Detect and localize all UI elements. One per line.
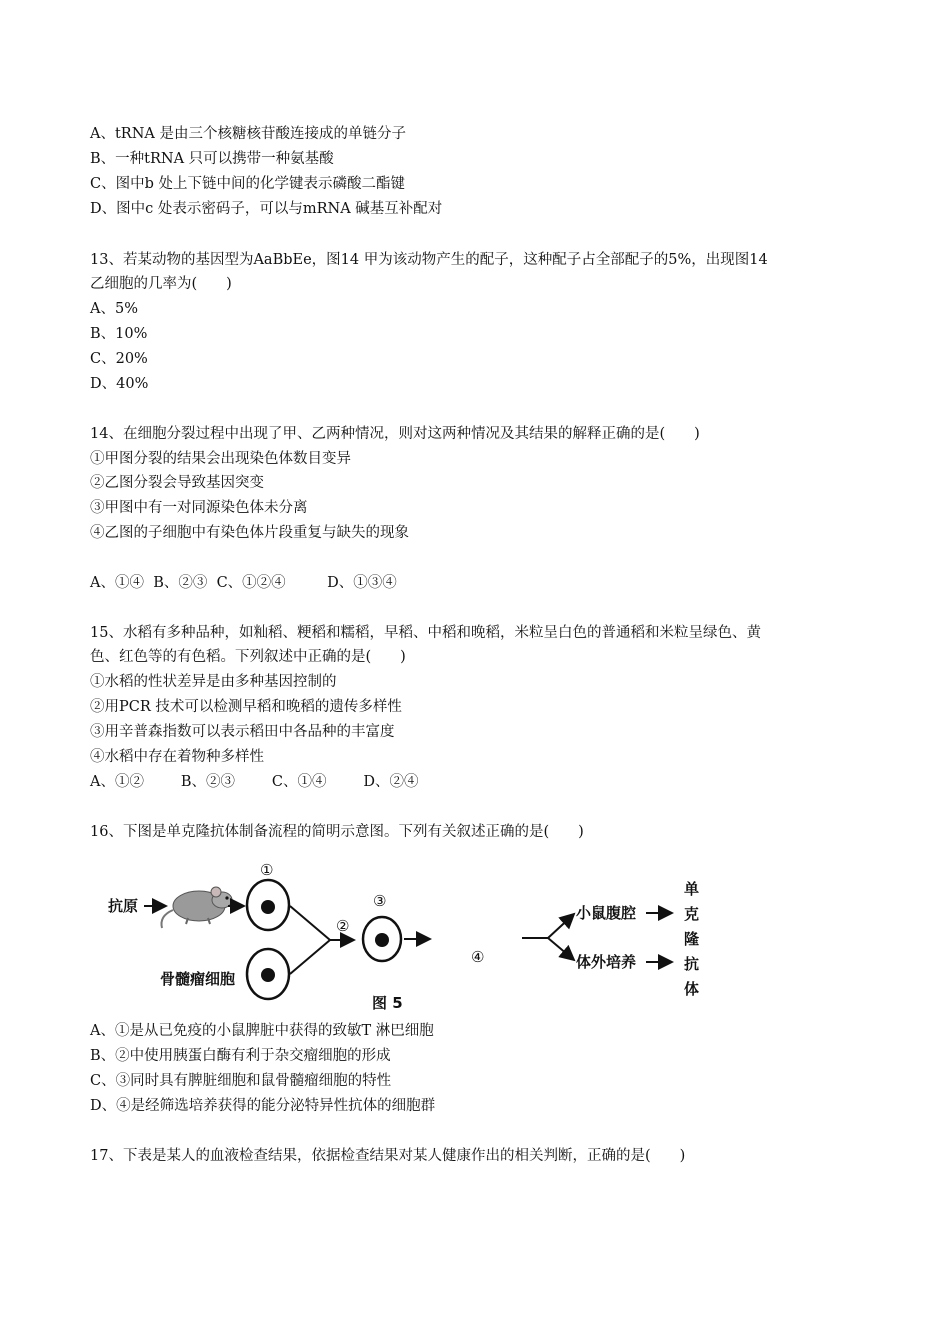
figure-caption: 图 5 bbox=[372, 994, 403, 1012]
mouse-icon bbox=[161, 887, 232, 928]
q13-option-c: C、20% bbox=[90, 351, 148, 367]
q14-options: A、①④ B、②③ C、①②④ D、①③④ bbox=[90, 575, 397, 591]
result-char-5: 体 bbox=[684, 980, 700, 998]
q12-option-b: B、一种tRNA 只可以携带一种氨基酸 bbox=[90, 151, 334, 167]
result-char-3: 隆 bbox=[684, 930, 700, 948]
branch-arrow-down bbox=[548, 938, 574, 960]
spleen-cell-nucleus bbox=[261, 900, 275, 914]
q15-statement-3: ③用辛普森指数可以表示稻田中各品种的丰富度 bbox=[90, 724, 395, 740]
q15-options: A、①② B、②③ C、①④ D、②④ bbox=[90, 774, 419, 790]
q15-stem-line-2: 色、红色等的有色稻。下列叙述中正确的是( ) bbox=[90, 649, 406, 665]
q16-option-d: D、④是经筛选培养获得的能分泌特异性抗体的细胞群 bbox=[90, 1098, 436, 1114]
q15-statement-2: ②用PCR 技术可以检测早稻和晚稻的遗传多样性 bbox=[90, 699, 402, 715]
hybridoma-cell-nucleus bbox=[375, 933, 389, 947]
q13-stem-line-2: 乙细胞的几率为( ) bbox=[90, 276, 232, 292]
result-char-1: 单 bbox=[684, 880, 700, 898]
q13-stem-line-1: 13、若某动物的基因型为AaBbEe，图14 甲为该动物产生的配子，这种配子占全部配子的5%，出现图14 bbox=[90, 252, 768, 268]
q12-option-d: D、图中c 处表示密码子，可以与mRNA 碱基互补配对 bbox=[90, 201, 443, 217]
q17-stem: 17、下表是某人的血液检查结果，依据检查结果对某人健康作出的相关判断，正确的是( ) bbox=[90, 1148, 686, 1164]
q14-statement-3: ③甲图中有一对同源染色体未分离 bbox=[90, 500, 308, 516]
result-char-4: 抗 bbox=[684, 955, 700, 973]
fusion-line-top bbox=[290, 906, 330, 940]
result-char-2: 克 bbox=[684, 905, 700, 923]
q12-option-a: A、tRNA 是由三个核糖核苷酸连接成的单链分子 bbox=[90, 126, 406, 142]
in-vitro-label: 体外培养 bbox=[576, 953, 637, 971]
q13-option-b: B、10% bbox=[90, 326, 148, 342]
q12-option-c: C、图中b 处上下链中间的化学键表示磷酸二酯键 bbox=[90, 176, 405, 192]
mark-3: ③ bbox=[373, 892, 387, 910]
mark-1: ① bbox=[260, 861, 274, 879]
q13-option-d: D、40% bbox=[90, 376, 149, 392]
q15-stem-line-1: 15、水稻有多种品种，如籼稻、粳稻和糯稻，早稻、中稻和晚稻，米粒呈白色的普通稻和米粒呈绿色、黄 bbox=[90, 625, 761, 641]
mark-2: ② bbox=[336, 917, 350, 935]
q15-statement-1: ①水稻的性状差异是由多种基因控制的 bbox=[90, 674, 337, 690]
q13-option-a: A、5% bbox=[90, 301, 138, 317]
fusion-line-bottom bbox=[290, 940, 330, 974]
q14-statement-1: ①甲图分裂的结果会出现染色体数目变异 bbox=[90, 451, 351, 467]
q16-option-b: B、②中使用胰蛋白酶有利于杂交瘤细胞的形成 bbox=[90, 1048, 391, 1064]
antigen-label: 抗原 bbox=[108, 897, 139, 915]
mouse-cavity-label: 小鼠腹腔 bbox=[576, 904, 637, 922]
q14-stem: 14、在细胞分裂过程中出现了甲、乙两种情况，则对这两种情况及其结果的解释正确的是( ) bbox=[90, 426, 700, 442]
q16-option-c: C、③同时具有脾脏细胞和鼠骨髓瘤细胞的特性 bbox=[90, 1073, 392, 1089]
mark-4: ④ bbox=[471, 948, 485, 966]
q14-statement-2: ②乙图分裂会导致基因突变 bbox=[90, 475, 264, 491]
monoclonal-antibody-diagram bbox=[104, 856, 714, 1012]
q15-statement-4: ④水稻中存在着物种多样性 bbox=[90, 749, 264, 765]
q16-stem: 16、下图是单克隆抗体制备流程的简明示意图。下列有关叙述正确的是( ) bbox=[90, 824, 584, 840]
q14-statement-4: ④乙图的子细胞中有染色体片段重复与缺失的现象 bbox=[90, 525, 409, 541]
branch-arrow-up bbox=[548, 914, 574, 938]
myeloma-cell-nucleus bbox=[261, 968, 275, 982]
myeloma-label: 骨髓瘤细胞 bbox=[160, 970, 236, 988]
q16-option-a: A、①是从已免疫的小鼠脾脏中获得的致敏T 淋巴细胞 bbox=[90, 1023, 434, 1039]
